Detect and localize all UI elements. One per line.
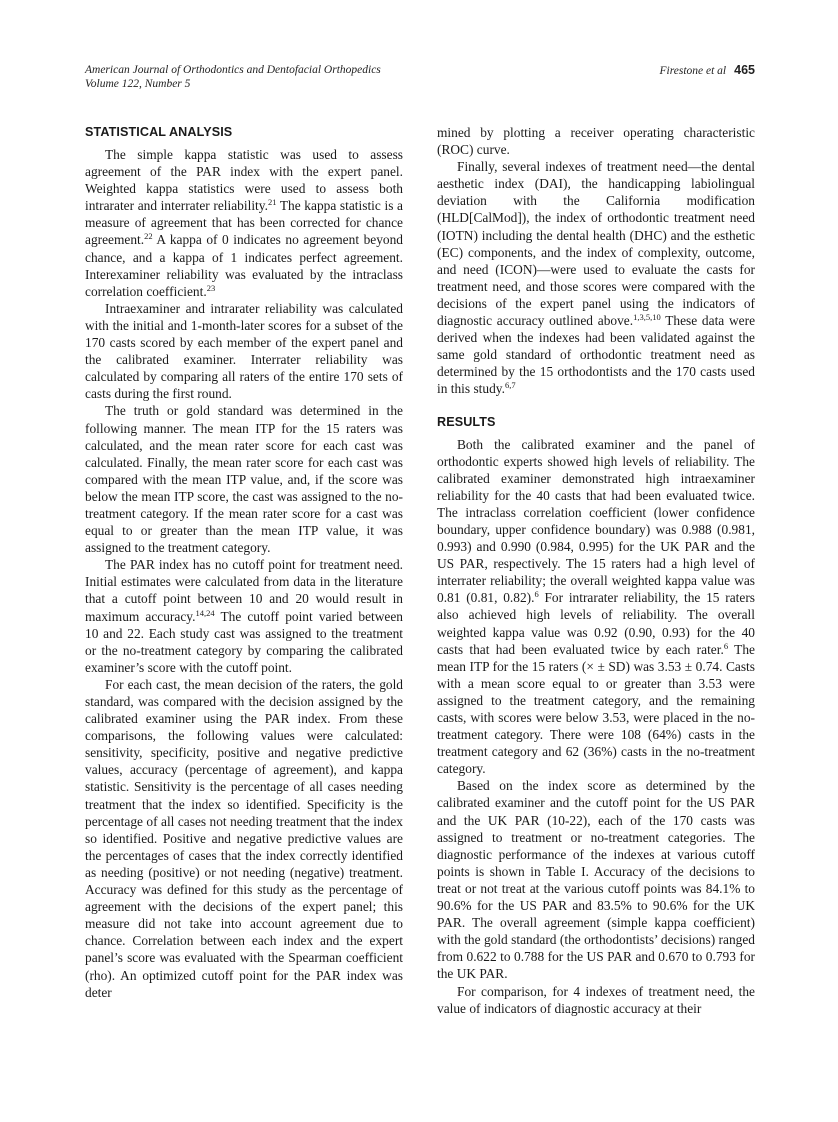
text: A kappa of 0 indicates no agreement beyond chance, and a kappa of 1 indicates perfect agreement. Interexaminer reliability was evaluated by the intraclass correlation coefficient. <box>85 232 403 299</box>
citation: 6 <box>534 589 539 600</box>
header-right <box>659 63 755 78</box>
author-running-head: Firestone et al <box>659 65 727 77</box>
running-header <box>85 63 755 91</box>
citation: 6,7 <box>504 380 516 391</box>
left-column <box>85 124 403 1001</box>
text: These data were derived when the indexes had been validated against the same gold standard of orthodontic treatment need as determined by the 15 orthodontists and the 170 casts used in this study. <box>437 313 756 397</box>
journal-volume: Volume 122, Number 5 <box>85 78 191 90</box>
paragraph-continuation: mined by plotting a receiver operating characteristic (ROC) curve. <box>437 125 755 158</box>
paragraph: The truth or gold standard was determined in the following manner. The mean ITP for the 15 raters was calculated, and the mean rater score for each cast was calculated. Finally, the mean rater score for each cast was compared with the mean ITP value, and, if the score was below the mean ITP score, the cast was assigned to the no-treatment category. If the mean rater score for a cast was equal to or greater than the mean ITP value, it was assigned to the treatment category. <box>85 403 403 556</box>
page-number: 465 <box>734 63 755 77</box>
text: The cutoff point varied between 10 and 22. Each study cast was assigned to the treatment or the no-treatment category by comparing the calibrated examiner’s score with the cutoff point. <box>85 608 403 675</box>
right-column <box>437 124 755 1017</box>
text: The PAR index has no cutoff point for treatment need. Initial estimates were calculated from data in the literature that a cutoff point between 10 and 20 would result in maximum accuracy. <box>85 557 403 624</box>
paragraph: Intraexaminer and intrarater reliability was calculated with the initial and 1-month-later scores for a subset of the 170 casts scored by each member of the expert panel and the calibrated examiner. Interrater reliability was calculated by comparing all raters of the entire 170 sets of casts during the first round. <box>85 300 403 402</box>
paragraph: For comparison, for 4 indexes of treatment need, the value of indicators of diagnostic accuracy at their <box>437 983 755 1016</box>
text: Both the calibrated examiner and the panel of orthodontic experts showed high levels of reliability. The calibrated examiner demonstrated high intraexaminer reliability for the 40 casts that had been evaluated twice. The intraclass correlation coefficient (lower confidence boundary, upper confidence boundary) was 0.988 (0.981, 0.993) and 0.990 (0.984, 0.995) for the UK PAR and the US PAR, respectively. The 15 raters had a high level of interrater reliability; the overall weighted kappa value was 0.81 (0.81, 0.82). <box>437 436 755 606</box>
citation: 22 <box>144 231 153 242</box>
paragraph <box>437 158 755 397</box>
paragraph <box>85 146 403 300</box>
text: For intrarater reliability, the 15 raters also achieved high levels of reliability. The overall weighted kappa value was 0.92 (0.90, 0.93) for the 40 casts that had been evaluated twice by each rater. <box>437 590 755 657</box>
text: Finally, several indexes of treatment need—the dental aesthetic index (DAI), the handicapping labiolingual deviation with the California modification (HLD[CalMod]), the index of orthodontic treatment need (IOTN) including the dental health (DHC) and the esthetic (EC) components, and the index of complexity, outcome, and need (ICON)—were used to evaluate the casts for treatment need, and those scores were compared with the decisions of the expert panel using the indicators of diagnostic accuracy outlined above. <box>437 159 755 329</box>
paragraph <box>437 436 755 778</box>
citation: 1,3,5,10 <box>633 312 661 323</box>
paragraph <box>85 556 403 676</box>
text: The kappa statistic is a measure of agreement that has been corrected for chance agreement. <box>85 198 403 248</box>
paragraph: For each cast, the mean decision of the raters, the gold standard, was compared with the decision assigned by the calibrated examiner using the PAR index. From these comparisons, the following values were calculated: sensitivity, specificity, positive and negative predictive values, accuracy (percentage of agreement), and kappa statistic. Sensitivity is the percentage of all cases needing treatment that the index so identified. Specificity is the percentage of all cases not needing treatment that the index so identified. Positive and negative predictive values are the percentages of cases that the index correctly identified as needing (positive) or not needing (negative) treatment. Accuracy was defined for this study as the percentage of agreement with the decisions of the expert panel; this measure did not take into account agreement due to chance. Correlation between each index and the expert panel’s score was evaluated with the Spearman coefficient (rho). An optimized cutoff point for the PAR index was deter <box>85 676 403 1000</box>
text: The mean ITP for the 15 raters (× ± SD) was 3.53 ± 0.74. Casts with a mean score equal to or greater than 3.53 were assigned to the treatment category, and the remaining casts, with scores were below 3.53, were placed in the no-treatment category. There were 108 (64%) casts in the treatment category and 62 (36%) casts in the no-treatment category. <box>437 641 755 777</box>
paragraph: Based on the index score as determined by the calibrated examiner and the cutoff point for the US PAR and the UK PAR (10-22), each of the 170 casts was assigned to treatment or no-treatment categories. The diagnostic performance of the indexes at various cutoff points is shown in Table I. Accuracy of the decisions to treat or not treat at the various cutoff points was 84.1% to 90.6% for the US PAR and 83.5% to 90.6% for the UK PAR. The overall agreement (simple kappa coefficient) with the gold standard (the orthodontists’ decisions) ranged from 0.622 to 0.788 for the US PAR and 0.670 to 0.793 for the UK PAR. <box>437 778 755 982</box>
citation: 6 <box>723 640 729 651</box>
text: The simple kappa statistic was used to assess agreement of the PAR index with the expert panel. Weighted kappa statistics were used to assess both intrarater and interrater reliability. <box>85 147 403 214</box>
section-heading-results: RESULTS <box>437 414 496 429</box>
citation: 23 <box>206 282 216 293</box>
section-heading-statistical-analysis: STATISTICAL ANALYSIS <box>85 125 233 139</box>
citation: 14,24 <box>195 607 215 618</box>
citation: 21 <box>267 197 277 208</box>
journal-title: American Journal of Orthodontics and Dentofacial Orthopedics <box>85 64 381 76</box>
